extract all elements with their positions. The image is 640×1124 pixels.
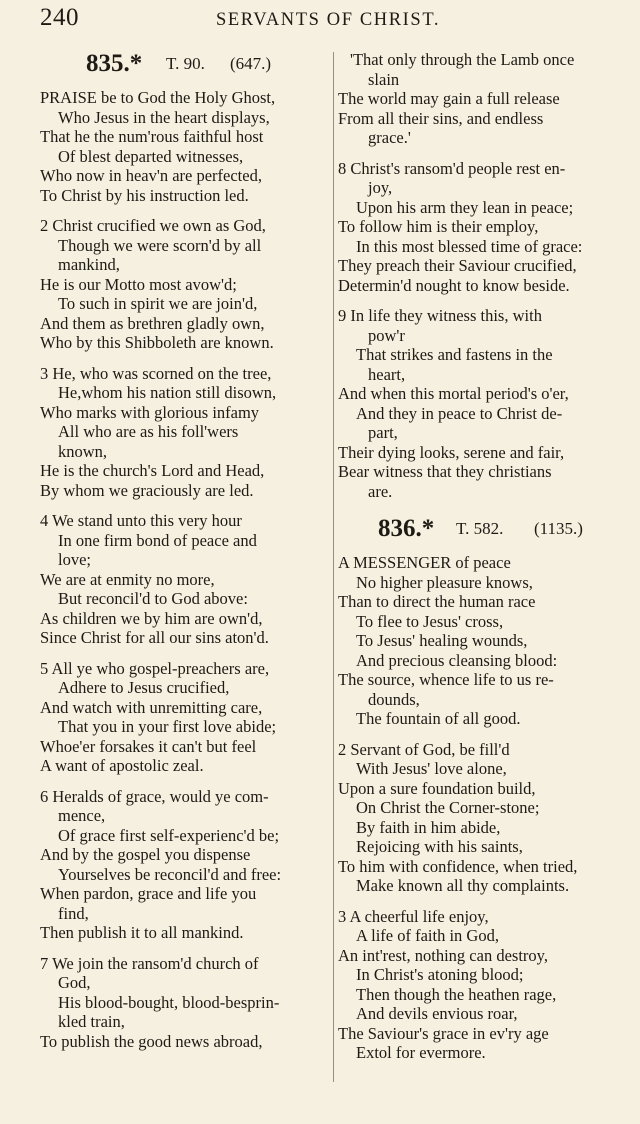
verse-line: kled train, bbox=[58, 1012, 125, 1031]
hymn-number: 836.* bbox=[378, 515, 435, 542]
verse-line: With Jesus' love alone, bbox=[356, 759, 507, 778]
verse-line: Than to direct the human race bbox=[338, 592, 536, 611]
verse-line: When pardon, grace and life you bbox=[40, 884, 257, 903]
verse-line: joy, bbox=[368, 178, 393, 197]
verse-line: A MESSENGER of peace bbox=[338, 553, 511, 572]
verse-line: Who now in heav'n are perfected, bbox=[40, 166, 262, 185]
hymn-number: 835.* bbox=[86, 50, 143, 77]
verse-line: Since Christ for all our sins aton'd. bbox=[40, 628, 269, 647]
verse-line: Their dying looks, serene and fair, bbox=[338, 442, 565, 462]
verse-line: are. bbox=[368, 481, 393, 501]
verse-line: God, bbox=[58, 973, 91, 992]
verse-line: Then publish it to all mankind. bbox=[40, 923, 244, 942]
verse-line: Who Jesus in the heart displays, bbox=[58, 107, 270, 127]
verse-line: dounds, bbox=[368, 689, 420, 709]
verse-3 bbox=[40, 364, 330, 501]
verse-line: PRAISE be to God the Holy Ghost, bbox=[40, 88, 276, 107]
verse-line: 5 All ye who gospel-preachers are, bbox=[40, 658, 270, 678]
verse-line: And devils envious roar, bbox=[356, 1004, 518, 1023]
verse-line: Though we were scorn'd by all bbox=[58, 235, 262, 255]
verse-line: An int'rest, nothing can destroy, bbox=[338, 945, 548, 965]
verse-line: To publish the good news abroad, bbox=[40, 1031, 263, 1051]
verse-line: From all their sins, and endless bbox=[338, 108, 544, 128]
verse-line: As children we by him are own'd, bbox=[40, 608, 263, 628]
verse-line: A want of apostolic zeal. bbox=[40, 756, 204, 775]
verse-line: 3 A cheerful life enjoy, bbox=[338, 906, 489, 926]
verse-line: The source, whence life to us re- bbox=[338, 670, 554, 689]
verse-line: That strikes and fastens in the bbox=[356, 345, 553, 364]
page-header bbox=[40, 4, 628, 36]
verse-line: 2 Christ crucified we own as God, bbox=[40, 216, 266, 235]
verse-line: On Christ the Corner-stone; bbox=[356, 798, 540, 817]
verse-2 bbox=[338, 740, 628, 896]
verse-line: Upon a sure foundation build, bbox=[338, 778, 536, 798]
hymn-836-heading bbox=[338, 515, 628, 553]
verse-line: A life of faith in God, bbox=[356, 926, 499, 945]
verse-line: That you in your first love abide; bbox=[58, 717, 277, 736]
verse-line: Extol for evermore. bbox=[356, 1043, 486, 1062]
verse-line: Then though the heathen rage, bbox=[356, 984, 557, 1004]
verse-line: He is the church's Lord and Head, bbox=[40, 461, 265, 480]
verse-line: slain bbox=[368, 69, 400, 89]
tune-reference: (647.) bbox=[230, 54, 272, 73]
verse-line: The world may gain a full release bbox=[338, 89, 560, 108]
tune-reference: (1135.) bbox=[534, 519, 583, 538]
verse-line: But reconcil'd to God above: bbox=[58, 589, 248, 608]
verse-line: mence, bbox=[58, 806, 106, 825]
verse-line: And them as brethren gladly own, bbox=[40, 313, 265, 333]
verse-line: love; bbox=[58, 550, 91, 569]
verse-line: By whom we graciously are led. bbox=[40, 480, 254, 500]
verse-line: 'That only through the Lamb once bbox=[350, 50, 575, 69]
verse-5 bbox=[40, 659, 330, 776]
right-column bbox=[338, 44, 628, 1074]
verse-line: To flee to Jesus' cross, bbox=[356, 611, 504, 631]
verse-line: No higher pleasure knows, bbox=[356, 572, 533, 592]
verse-line: And they in peace to Christ de- bbox=[356, 403, 563, 423]
verse-line: Whoe'er forsakes it can't but feel bbox=[40, 736, 257, 756]
page-number: 240 bbox=[40, 4, 79, 31]
verse-line: Bear witness that they christians bbox=[338, 462, 552, 481]
verse-line: 9 In life they witness this, with bbox=[338, 306, 542, 325]
verse-line: To him with confidence, when tried, bbox=[338, 856, 578, 876]
verse-line: In Christ's atoning blood; bbox=[356, 965, 524, 984]
verse-line: Rejoicing with his saints, bbox=[356, 837, 523, 856]
verse-line: And when this mortal period's o'er, bbox=[338, 384, 569, 403]
verse-line: His blood-bought, blood-besprin- bbox=[58, 992, 280, 1012]
verse-line: And precious cleansing blood: bbox=[356, 650, 558, 670]
verse-line: The fountain of all good. bbox=[356, 709, 521, 728]
verse-line: He is our Motto most avow'd; bbox=[40, 274, 237, 294]
hymn-835-heading bbox=[40, 50, 330, 88]
verse-line: part, bbox=[368, 423, 398, 442]
verse-line: To Jesus' healing wounds, bbox=[356, 631, 528, 650]
verse-line: Upon his arm they lean in peace; bbox=[356, 197, 574, 217]
verse-7-continued bbox=[338, 50, 628, 148]
verse-line: In this most blessed time of grace: bbox=[356, 236, 583, 256]
verse-line: grace.' bbox=[368, 128, 411, 147]
verse-line: All who are as his foll'wers bbox=[58, 422, 239, 441]
verse-line: To such in spirit we are join'd, bbox=[58, 294, 258, 313]
verse-line: Who by this Shibboleth are known. bbox=[40, 333, 274, 352]
verse-9 bbox=[338, 306, 628, 501]
verse-line: mankind, bbox=[58, 255, 120, 274]
verse-4 bbox=[40, 511, 330, 648]
verse-line: That he the num'rous faithful host bbox=[40, 127, 264, 146]
verse-line: Yourselves be reconcil'd and free: bbox=[58, 864, 282, 884]
verse-line: By faith in him abide, bbox=[356, 817, 501, 837]
running-head: SERVANTS OF CHRIST. bbox=[216, 10, 441, 30]
verse-line: Who marks with glorious infamy bbox=[40, 402, 260, 422]
verse-line: And by the gospel you dispense bbox=[40, 845, 251, 864]
verse-7 bbox=[40, 954, 330, 1052]
verse-line: Make known all thy complaints. bbox=[356, 876, 570, 895]
verse-line: 8 Christ's ransom'd people rest en- bbox=[338, 158, 566, 178]
verse-line: He,whom his nation still disown, bbox=[58, 383, 277, 402]
verse-line: heart, bbox=[368, 364, 406, 384]
verse-line: find, bbox=[58, 903, 89, 923]
left-column bbox=[40, 44, 330, 1062]
verse-line: To Christ by his instruction led. bbox=[40, 185, 249, 205]
verse-line: The Saviour's grace in ev'ry age bbox=[338, 1023, 549, 1043]
verse-line: 2 Servant of God, be fill'd bbox=[338, 739, 510, 759]
verse-line: Of blest departed witnesses, bbox=[58, 146, 244, 166]
verse-line: Adhere to Jesus crucified, bbox=[58, 678, 230, 697]
verse-line: They preach their Saviour crucified, bbox=[338, 256, 577, 275]
verse-2 bbox=[40, 216, 330, 353]
verse-line: In one firm bond of peace and bbox=[58, 530, 257, 550]
verse-6 bbox=[40, 787, 330, 943]
verse-line: pow'r bbox=[368, 325, 405, 345]
verse-line: Of grace first self-experienc'd be; bbox=[58, 825, 280, 845]
verse-line: To follow him is their employ, bbox=[338, 217, 539, 236]
verse-line: 4 We stand unto this very hour bbox=[40, 511, 242, 530]
verse-line: 6 Heralds of grace, would ye com- bbox=[40, 786, 269, 806]
column-divider bbox=[333, 52, 334, 1082]
verse-line: 3 He, who was scorned on the tree, bbox=[40, 363, 272, 383]
verse-line: known, bbox=[58, 441, 108, 461]
verse-line: 7 We join the ransom'd church of bbox=[40, 953, 259, 973]
verse-line: And watch with unremitting care, bbox=[40, 697, 263, 717]
verse-8 bbox=[338, 159, 628, 296]
tune-number: T. 90. bbox=[166, 54, 205, 73]
verse-line: Determin'd nought to know beside. bbox=[338, 275, 570, 295]
verse-3 bbox=[338, 907, 628, 1063]
verse-1 bbox=[338, 553, 628, 729]
verse-1 bbox=[40, 88, 330, 205]
tune-number: T. 582. bbox=[456, 519, 504, 538]
verse-line: We are at enmity no more, bbox=[40, 569, 215, 589]
